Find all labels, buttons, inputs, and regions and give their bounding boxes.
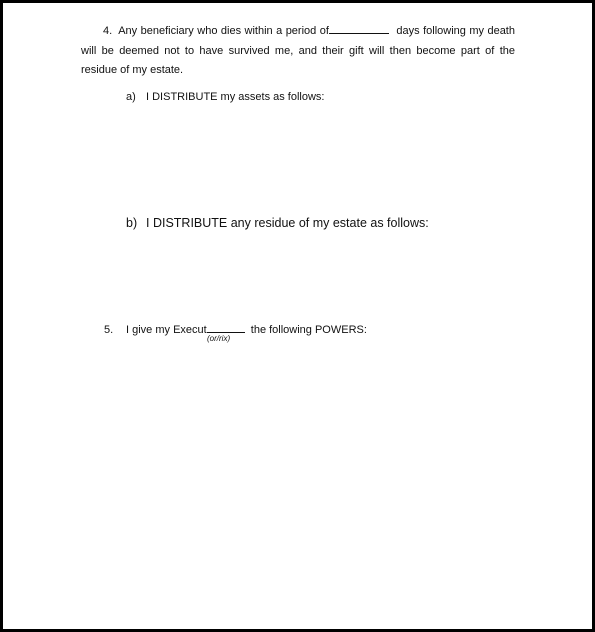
days-blank-field[interactable] (329, 21, 389, 34)
clause-4a-label: a) (126, 91, 136, 103)
executor-suffix-hint: (or/rix) (207, 334, 231, 343)
executor-suffix-blank-field[interactable] (207, 320, 245, 333)
clause-4a (126, 89, 324, 105)
clause-4a-text: I DISTRIBUTE my assets as follows: (146, 91, 325, 103)
clause-4-text-after: days following my death will be deemed not to have survived me, and their gift will then become part of the residue of my estate. (81, 25, 515, 76)
clause-4b (126, 214, 429, 232)
clause-4-number: 4. (103, 25, 113, 37)
clause-5 (104, 320, 367, 338)
clause-5-number: 5. (104, 324, 114, 336)
clause-4 (81, 21, 515, 81)
clause-4b-text: I DISTRIBUTE any residue of my estate as follows: (146, 216, 429, 230)
clause-4-text-before: Any beneficiary who dies within a period of (118, 25, 329, 37)
clause-5-text-before: I give my Execut (126, 324, 207, 336)
clause-5-text-after: the following POWERS: (250, 324, 367, 336)
clause-4b-label: b) (126, 216, 138, 230)
